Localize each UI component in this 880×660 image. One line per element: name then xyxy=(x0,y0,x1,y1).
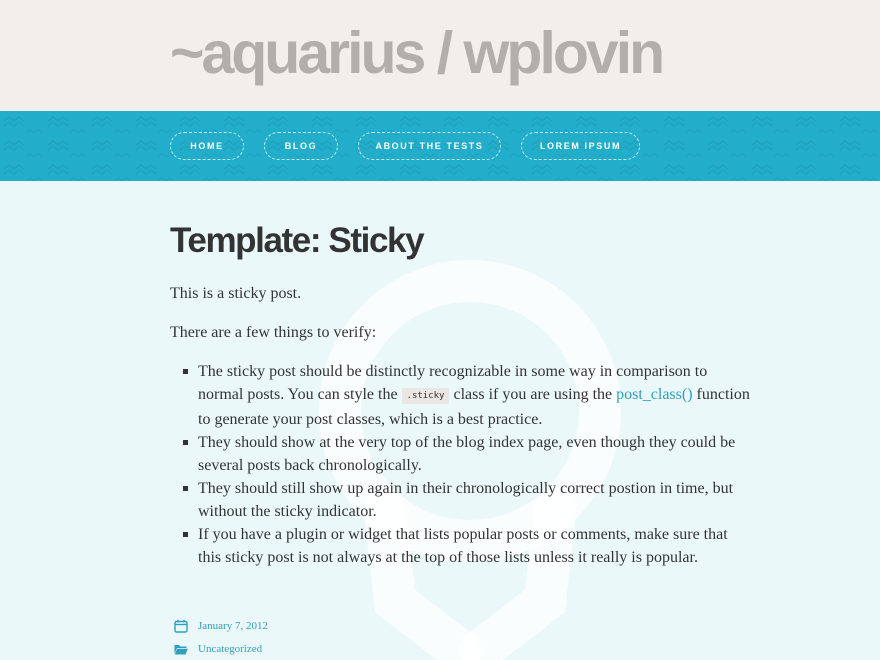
list-item xyxy=(170,360,750,431)
calendar-icon xyxy=(174,619,188,633)
folder-icon xyxy=(174,642,188,656)
list-item: They should still show up again in their chronologically correct postion in time, but without the sticky indicator. xyxy=(170,477,750,523)
nav-item-blog[interactable]: BLOG xyxy=(264,132,338,160)
list-item-text: The sticky post should be distinctly recognizable in some way in comparison to normal posts. You can style the xyxy=(198,363,708,403)
nav-item-about-the-tests[interactable]: ABOUT THE TESTS xyxy=(358,132,501,160)
list-item-text: class if you are using the xyxy=(453,386,613,403)
list-item-text: function to generate your post classes, which is a best practice. xyxy=(198,386,750,428)
post-paragraph-verify: There are a few things to verify: xyxy=(170,324,377,341)
post-title[interactable]: Template: Sticky xyxy=(170,221,424,260)
post-content xyxy=(170,220,750,569)
site-title[interactable]: ~aquarius / wplovin xyxy=(170,20,663,86)
sticky-class-code: .sticky xyxy=(402,388,450,404)
post-category-link[interactable]: Uncategorized xyxy=(198,643,263,655)
list-item: They should show at the very top of the blog index page, even though they could be several posts back chronologically. xyxy=(170,431,750,477)
nav-item-home[interactable]: HOME xyxy=(170,132,244,160)
verification-list xyxy=(170,360,750,569)
site-header xyxy=(0,0,880,111)
post-class-link[interactable]: post_class() xyxy=(616,386,693,403)
main-navigation xyxy=(0,111,880,181)
post-category-meta xyxy=(174,642,262,656)
post-date-link[interactable]: January 7, 2012 xyxy=(198,620,268,632)
list-item: If you have a plugin or widget that lists popular posts or comments, make sure that this sticky post is not always at the top of those lists unless it really is popular. xyxy=(170,523,750,569)
nav-item-lorem-ipsum[interactable]: LOREM IPSUM xyxy=(521,132,640,160)
post-paragraph-intro: This is a sticky post. xyxy=(170,285,302,302)
post-date-meta xyxy=(174,619,268,633)
